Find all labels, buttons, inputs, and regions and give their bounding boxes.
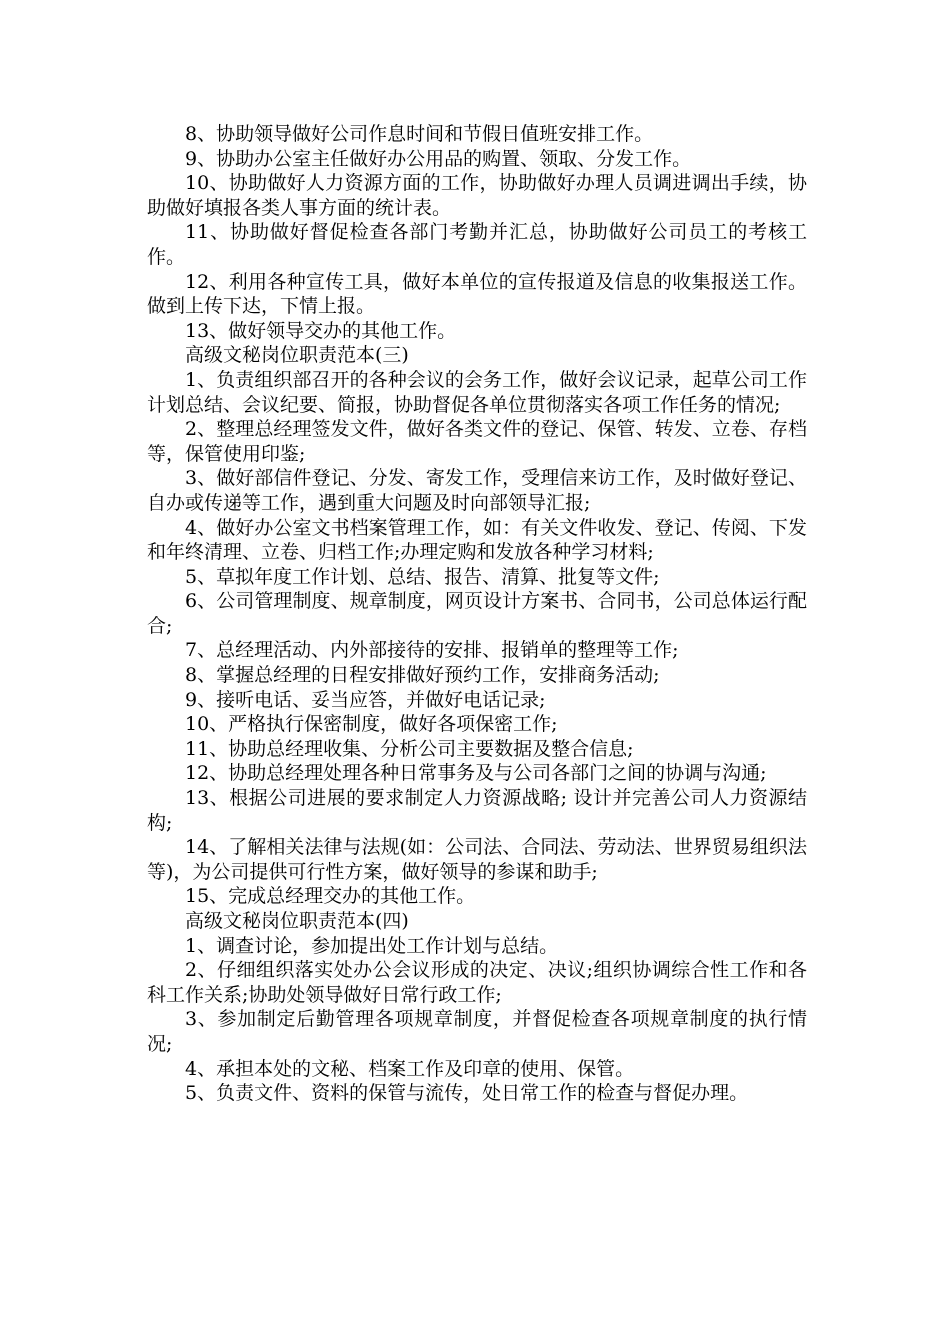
paragraph: 13、根据公司进展的要求制定人力资源战略; 设计并完善公司人力资源结构; bbox=[147, 787, 807, 834]
paragraph: 13、做好领导交办的其他工作。 bbox=[185, 319, 457, 342]
paragraph: 10、协助做好人力资源方面的工作，协助做好办理人员调进调出手续，协助做好填报各类人事方面的统计表。 bbox=[147, 172, 807, 219]
paragraph: 6、公司管理制度、规章制度，网页设计方案书、合同书，公司总体运行配合; bbox=[147, 590, 807, 637]
paragraph: 9、协助办公室主任做好办公用品的购置、领取、分发工作。 bbox=[185, 147, 692, 170]
paragraph: 12、利用各种宣传工具，做好本单位的宣传报道及信息的收集报送工作。做到上传下达，下情上报。 bbox=[147, 270, 807, 318]
paragraph: 4、做好办公室文书档案管理工作，如：有关文件收发、登记、传阅、下发和年终清理、立卷、归档工作;办理定购和发放各种学习材料; bbox=[147, 516, 807, 564]
paragraph: 3、参加制定后勤管理各项规章制度，并督促检查各项规章制度的执行情况; bbox=[147, 1008, 807, 1055]
paragraph: 2、整理总经理签发文件，做好各类文件的登记、保管、转发、立卷、存档等，保管使用印鉴; bbox=[147, 418, 807, 465]
paragraph: 1、负责组织部召开的各种会议的会务工作，做好会议记录，起草公司工作计划总结、会议纪要、简报，协助督促各单位贯彻落实各项工作任务的情况; bbox=[147, 368, 807, 416]
paragraph: 5、负责文件、资料的保管与流传，处日常工作的检查与督促办理。 bbox=[185, 1082, 749, 1105]
paragraph: 11、协助做好督促检查各部门考勤并汇总，协助做好公司员工的考核工作。 bbox=[147, 221, 807, 268]
paragraph: 8、协助领导做好公司作息时间和节假日值班安排工作。 bbox=[185, 123, 654, 145]
paragraph: 9、接听电话、妥当应答，并做好电话记录; bbox=[185, 688, 546, 711]
paragraph: 1、调查讨论，参加提出处工作计划与总结。 bbox=[185, 934, 559, 957]
paragraph: 12、协助总经理处理各种日常事务及与公司各部门之间的协调与沟通; bbox=[185, 762, 767, 785]
section-heading: 高级文秘岗位职责范本(三) bbox=[185, 344, 409, 367]
paragraph: 4、承担本处的文秘、档案工作及印章的使用、保管。 bbox=[185, 1057, 635, 1080]
paragraph: 7、总经理活动、内外部接待的安排、报销单的整理等工作; bbox=[185, 639, 679, 662]
document-body bbox=[147, 122, 807, 1106]
paragraph: 11、协助总经理收集、分析公司主要数据及整合信息; bbox=[185, 737, 634, 760]
paragraph: 5、草拟年度工作计划、总结、报告、清算、批复等文件; bbox=[185, 565, 660, 588]
paragraph: 2、仔细组织落实处办公会议形成的决定、决议;组织协调综合性工作和各科工作关系;协助处领导做好日常行政工作; bbox=[147, 959, 807, 1006]
section-heading: 高级文秘岗位职责范本(四) bbox=[185, 910, 409, 932]
paragraph: 15、完成总经理交办的其他工作。 bbox=[185, 885, 476, 908]
paragraph: 10、严格执行保密制度，做好各项保密工作; bbox=[185, 713, 558, 736]
paragraph: 3、做好部信件登记、分发、寄发工作，受理信来访工作，及时做好登记、自办或传递等工作，遇到重大问题及时向部领导汇报; bbox=[147, 467, 807, 514]
paragraph: 14、了解相关法律与法规(如：公司法、合同法、劳动法、世界贸易组织法等)，为公司提供可行性方案，做好领导的参谋和助手; bbox=[147, 836, 807, 883]
paragraph: 8、掌握总经理的日程安排做好预约工作，安排商务活动; bbox=[185, 664, 660, 687]
